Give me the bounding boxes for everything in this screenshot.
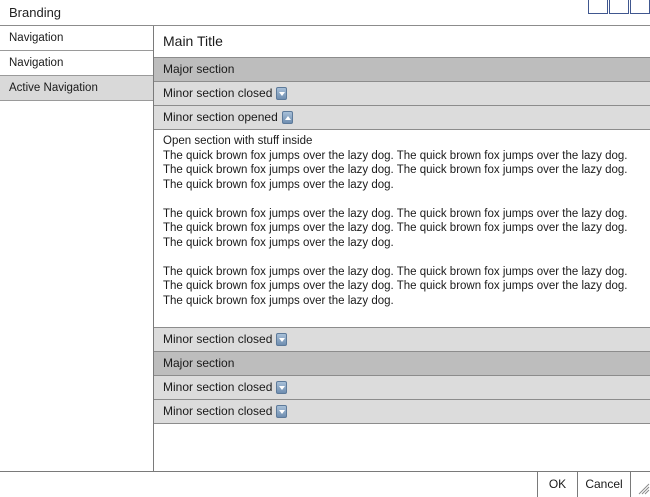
chevron-up-icon[interactable] [282,111,293,124]
resize-grip-icon[interactable] [630,472,650,497]
ok-button[interactable]: OK [537,472,577,497]
minimize-button[interactable] [588,0,608,14]
section-label: Minor section closed [163,404,273,418]
sidebar-item-active-navigation[interactable]: Active Navigation [0,76,153,101]
chevron-down-icon[interactable] [276,333,287,346]
section-label: Minor section closed [163,86,273,100]
content-heading: Open section with stuff inside [163,135,313,147]
major-section-header[interactable] [154,58,650,82]
major-section-header[interactable] [154,352,650,376]
sidebar-item-navigation-2[interactable]: Navigation [0,51,153,76]
minor-section-header[interactable] [154,400,650,424]
section-label: Minor section opened [163,110,278,124]
page-title: Main Title [154,26,650,58]
maximize-button[interactable] [609,0,629,14]
content-paragraph: The quick brown fox jumps over the lazy dog. The quick brown fox jumps over the lazy dog. The quick brown fox jumps over the lazy dog. The quick brown fox jumps over the lazy dog. The quick brown fox jumps over the lazy dog. [163,207,628,249]
content-paragraph: The quick brown fox jumps over the lazy dog. The quick brown fox jumps over the lazy dog. The quick brown fox jumps over the lazy dog. The quick brown fox jumps over the lazy dog. The quick brown fox jumps over the lazy dog. [163,149,628,191]
section-label: Major section [163,356,235,370]
minor-section-header[interactable] [154,82,650,106]
close-button[interactable] [630,0,650,14]
sidebar-item-navigation-1[interactable]: Navigation [0,26,153,51]
minor-section-header-open[interactable] [154,106,650,130]
section-label: Major section [163,62,235,76]
footer-bar [0,471,650,497]
chevron-down-icon[interactable] [276,87,287,100]
window-controls [587,0,650,14]
minor-section-header[interactable] [154,376,650,400]
title-bar [0,0,650,26]
section-label: Minor section closed [163,380,273,394]
content-paragraph: The quick brown fox jumps over the lazy dog. The quick brown fox jumps over the lazy dog. The quick brown fox jumps over the lazy dog. The quick brown fox jumps over the lazy dog. The quick brown fox jumps over the lazy dog. [163,265,628,307]
minor-section-header[interactable] [154,328,650,352]
chevron-down-icon[interactable] [276,381,287,394]
section-label: Minor section closed [163,332,273,346]
chevron-down-icon[interactable] [276,405,287,418]
window-title: Branding [9,5,62,20]
open-section-content [154,130,650,328]
sidebar [0,26,154,471]
main-panel [154,26,650,471]
cancel-button[interactable]: Cancel [577,472,630,497]
